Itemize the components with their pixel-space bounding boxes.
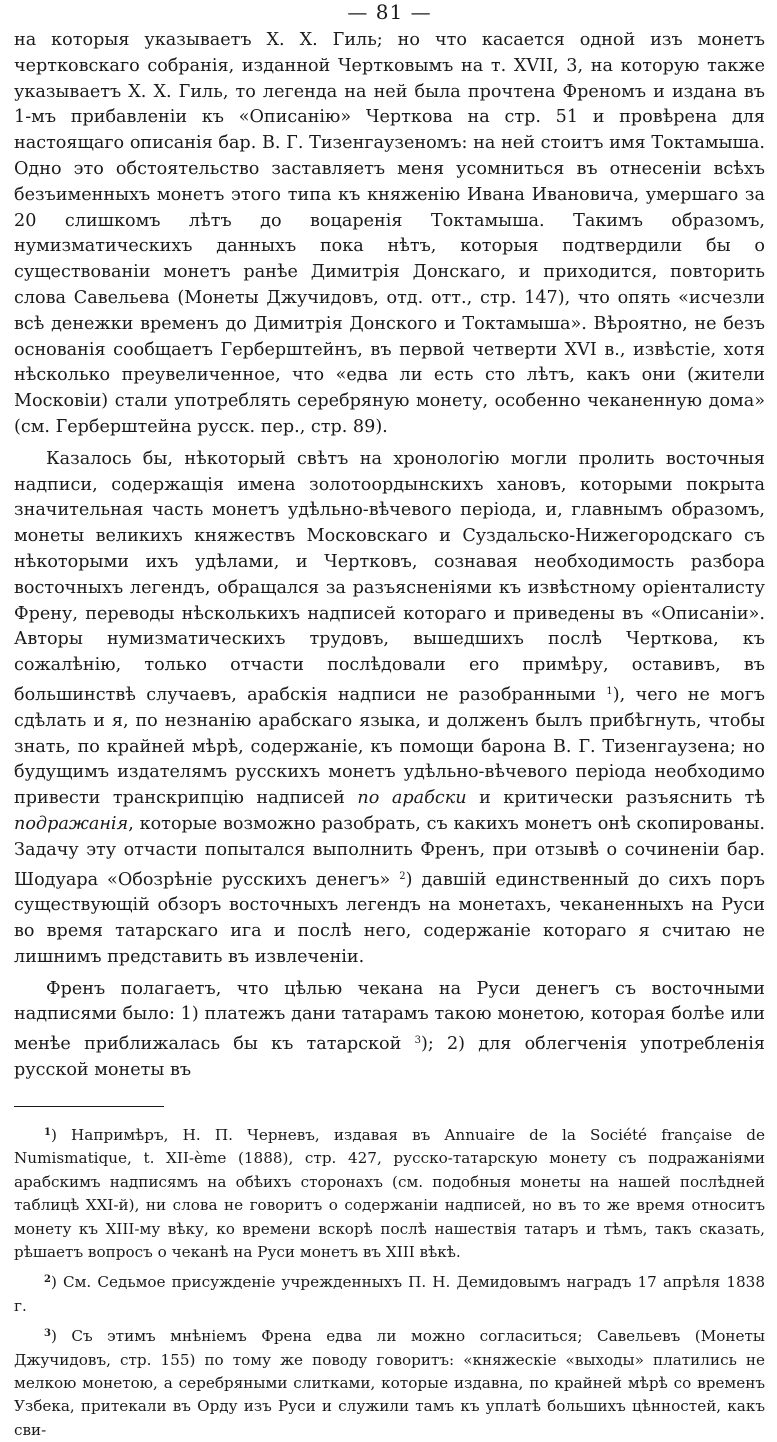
paragraph-3-text-a: Френъ полагаетъ, что цѣлью чекана на Руси денегъ съ восточными надписями было: 1) платежъ дани татарамъ такою монетою, которая болѣе или менѣе приближалась бы къ татарской: [14, 978, 765, 1055]
paragraph-1-text: на которыя указываетъ Х. Х. Гиль; но что касается одной изъ монетъ чертковскаго собранія, изданной Чертковымъ на т. XVII, 3, на которую также указываетъ Х. Х. Гиль, то легенда на ней была прочтена Френомъ и издана въ 1-мъ прибавленіи къ «Описанію» Черткова на стр. 51 и провѣрена для настоящаго описанія бар. В. Г. Тизенгаузеномъ: на ней стоитъ имя Токтамыша. Одно это обстоятельство заставляетъ меня усомниться въ отнесеніи всѣхъ безъименныхъ монетъ этого типа къ княженію Ивана Ивановича, умершаго за 20 слишкомъ лѣтъ до воцаренія Токтамыша. Такимъ образомъ, нумизматическихъ данныхъ пока нѣтъ, которыя подтвердили бы о существованіи монетъ ранѣе Димитрія Донскаго, и приходится, повторить слова Савельева (Монеты Джучидовъ, отд. отт., стр. 147), что опять «исчезли всѣ денежки временъ до Димитрія Донского и Токтамыша». Вѣроятно, не безъ основанія сообщаетъ Герберштейнъ, въ первой четверти XVI в., извѣстіе, хотя нѣсколько преувеличенное, что «едва ли есть сто лѣтъ, какъ они (жители Московіи) стали употреблять серебряную монету, особенно чеканенную дома» (см. Герберштейна русск. пер., стр. 89).: [14, 30, 765, 437]
main-text: [14, 28, 765, 1084]
paragraph-2-text-c: и критически разъяснить тѣ: [466, 788, 766, 809]
footnote-ref-2[interactable]: 2: [399, 870, 406, 882]
footnote-1: [14, 1121, 765, 1264]
footnote-ref-1[interactable]: 1: [606, 685, 613, 697]
paragraph-2-text-b: ), чего не могъ сдѣлать и я, по незнанію арабскаго языка, и долженъ былъ прибѣгнуть, чтобы знать, по крайней мѣрѣ, содержаніе, къ помощи барона В. Г. Тизенгаузена; но будущимъ издателямъ русскихъ монетъ удѣльно-вѣчевого періода необходимо привести транскрипцію надписей: [14, 684, 765, 809]
paragraph-2-italic-b: подражанія: [14, 813, 129, 834]
paragraph-3-text-b: ); 2) для облегченія употребленія русской монеты въ: [14, 1034, 766, 1081]
paragraph-1: [14, 28, 765, 441]
footnote-3-text: ) Съ этимъ мнѣніемъ Френа едва ли можно согласиться; Савельевъ (Монеты Джучидовъ, стр. 155) по тому же поводу говоритъ: «княжескіе «выходы» платились не мелкою монетою, а серебряными слитками, которые издавна, по крайней мѣрѣ со временъ Узбека, притекали въ Орду изъ Руси и служили тамъ къ уплатѣ большихъ цѣнностей, какъ сви-: [14, 1327, 765, 1439]
paragraph-2-text-d: , которые возможно разобрать, съ какихъ монетъ онѣ скопированы. Задачу эту отчасти попытался выполнить Френъ, при отзывѣ о сочиненіи бар. Шодуара «Обозрѣніе русскихъ денегъ»: [14, 813, 765, 890]
paragraph-2-text-a: Казалось бы, нѣкоторый свѣтъ на хронологію могли пролить восточныя надписи, содержащія имена золотоордынскихъ хановъ, которыми покрыта значительная часть монетъ удѣльно-вѣчевого періода, и, главнымъ образомъ, монеты великихъ княжествъ Московскаго и Суздальско-Нижегородскаго съ нѣкоторыми ихъ удѣлами, и Чертковъ, сознавая необходимость разбора восточныхъ легендъ, обращался за разъясненіями къ извѣстному оріенталисту Френу, переводы нѣсколькихъ надписей котораго и приведены въ «Описаніи». Авторы нумизматическихъ трудовъ, вышедшихъ послѣ Черткова, къ сожалѣнію, только отчасти послѣдовали его примѣру, оставивъ, въ большинствѣ случаевъ, арабскія надписи не разобранными: [14, 448, 765, 705]
page-number: — 81 —: [347, 0, 432, 24]
footnote-2-text: ) См. Седьмое присужденіе учрежденныхъ П. Н. Демидовымъ наградъ 17 апрѣля 1838 г.: [14, 1273, 765, 1315]
paragraph-2: [14, 447, 765, 971]
paragraph-3: [14, 977, 765, 1084]
footnote-divider: [14, 1106, 164, 1107]
footnote-2: [14, 1268, 765, 1318]
footnote-3: [14, 1322, 765, 1442]
footnotes: [14, 1121, 765, 1442]
paragraph-2-italic-a: по арабски: [357, 788, 467, 809]
footnote-2-mark: 2: [44, 1274, 51, 1286]
footnote-ref-3[interactable]: 3: [414, 1035, 421, 1047]
footnote-3-mark: 3: [44, 1328, 51, 1340]
paragraph-2-text-e: ) давшій единственный до сихъ поръ существующій обзоръ восточныхъ легендъ на монетахъ, чеканенныхъ на Руси во время татарскаго ига и послѣ него, содержаніе котораго я считаю не лишнимъ представить въ извлеченіи.: [14, 869, 765, 967]
footnote-1-mark: 1: [44, 1126, 51, 1138]
footnote-1-text: ) Напримѣръ, Н. П. Черневъ, издавая въ Annuaire de la Société française de Numismatique, t. XII-ème (1888), стр. 427, русско-татарскую монету съ подражаніями арабскимъ надписямъ на обѣихъ сторонахъ (см. подобныя монеты на нашей послѣдней таблицѣ XXI-й), ни слова не говоритъ о содержаніи надписей, но въ то же время относитъ монету къ XIII-му вѣку, ко времени вскорѣ послѣ нашествія татаръ и тѣмъ, такъ сказать, рѣшаетъ вопросъ о чеканѣ на Руси монетъ въ XIII вѣкѣ.: [14, 1125, 765, 1261]
